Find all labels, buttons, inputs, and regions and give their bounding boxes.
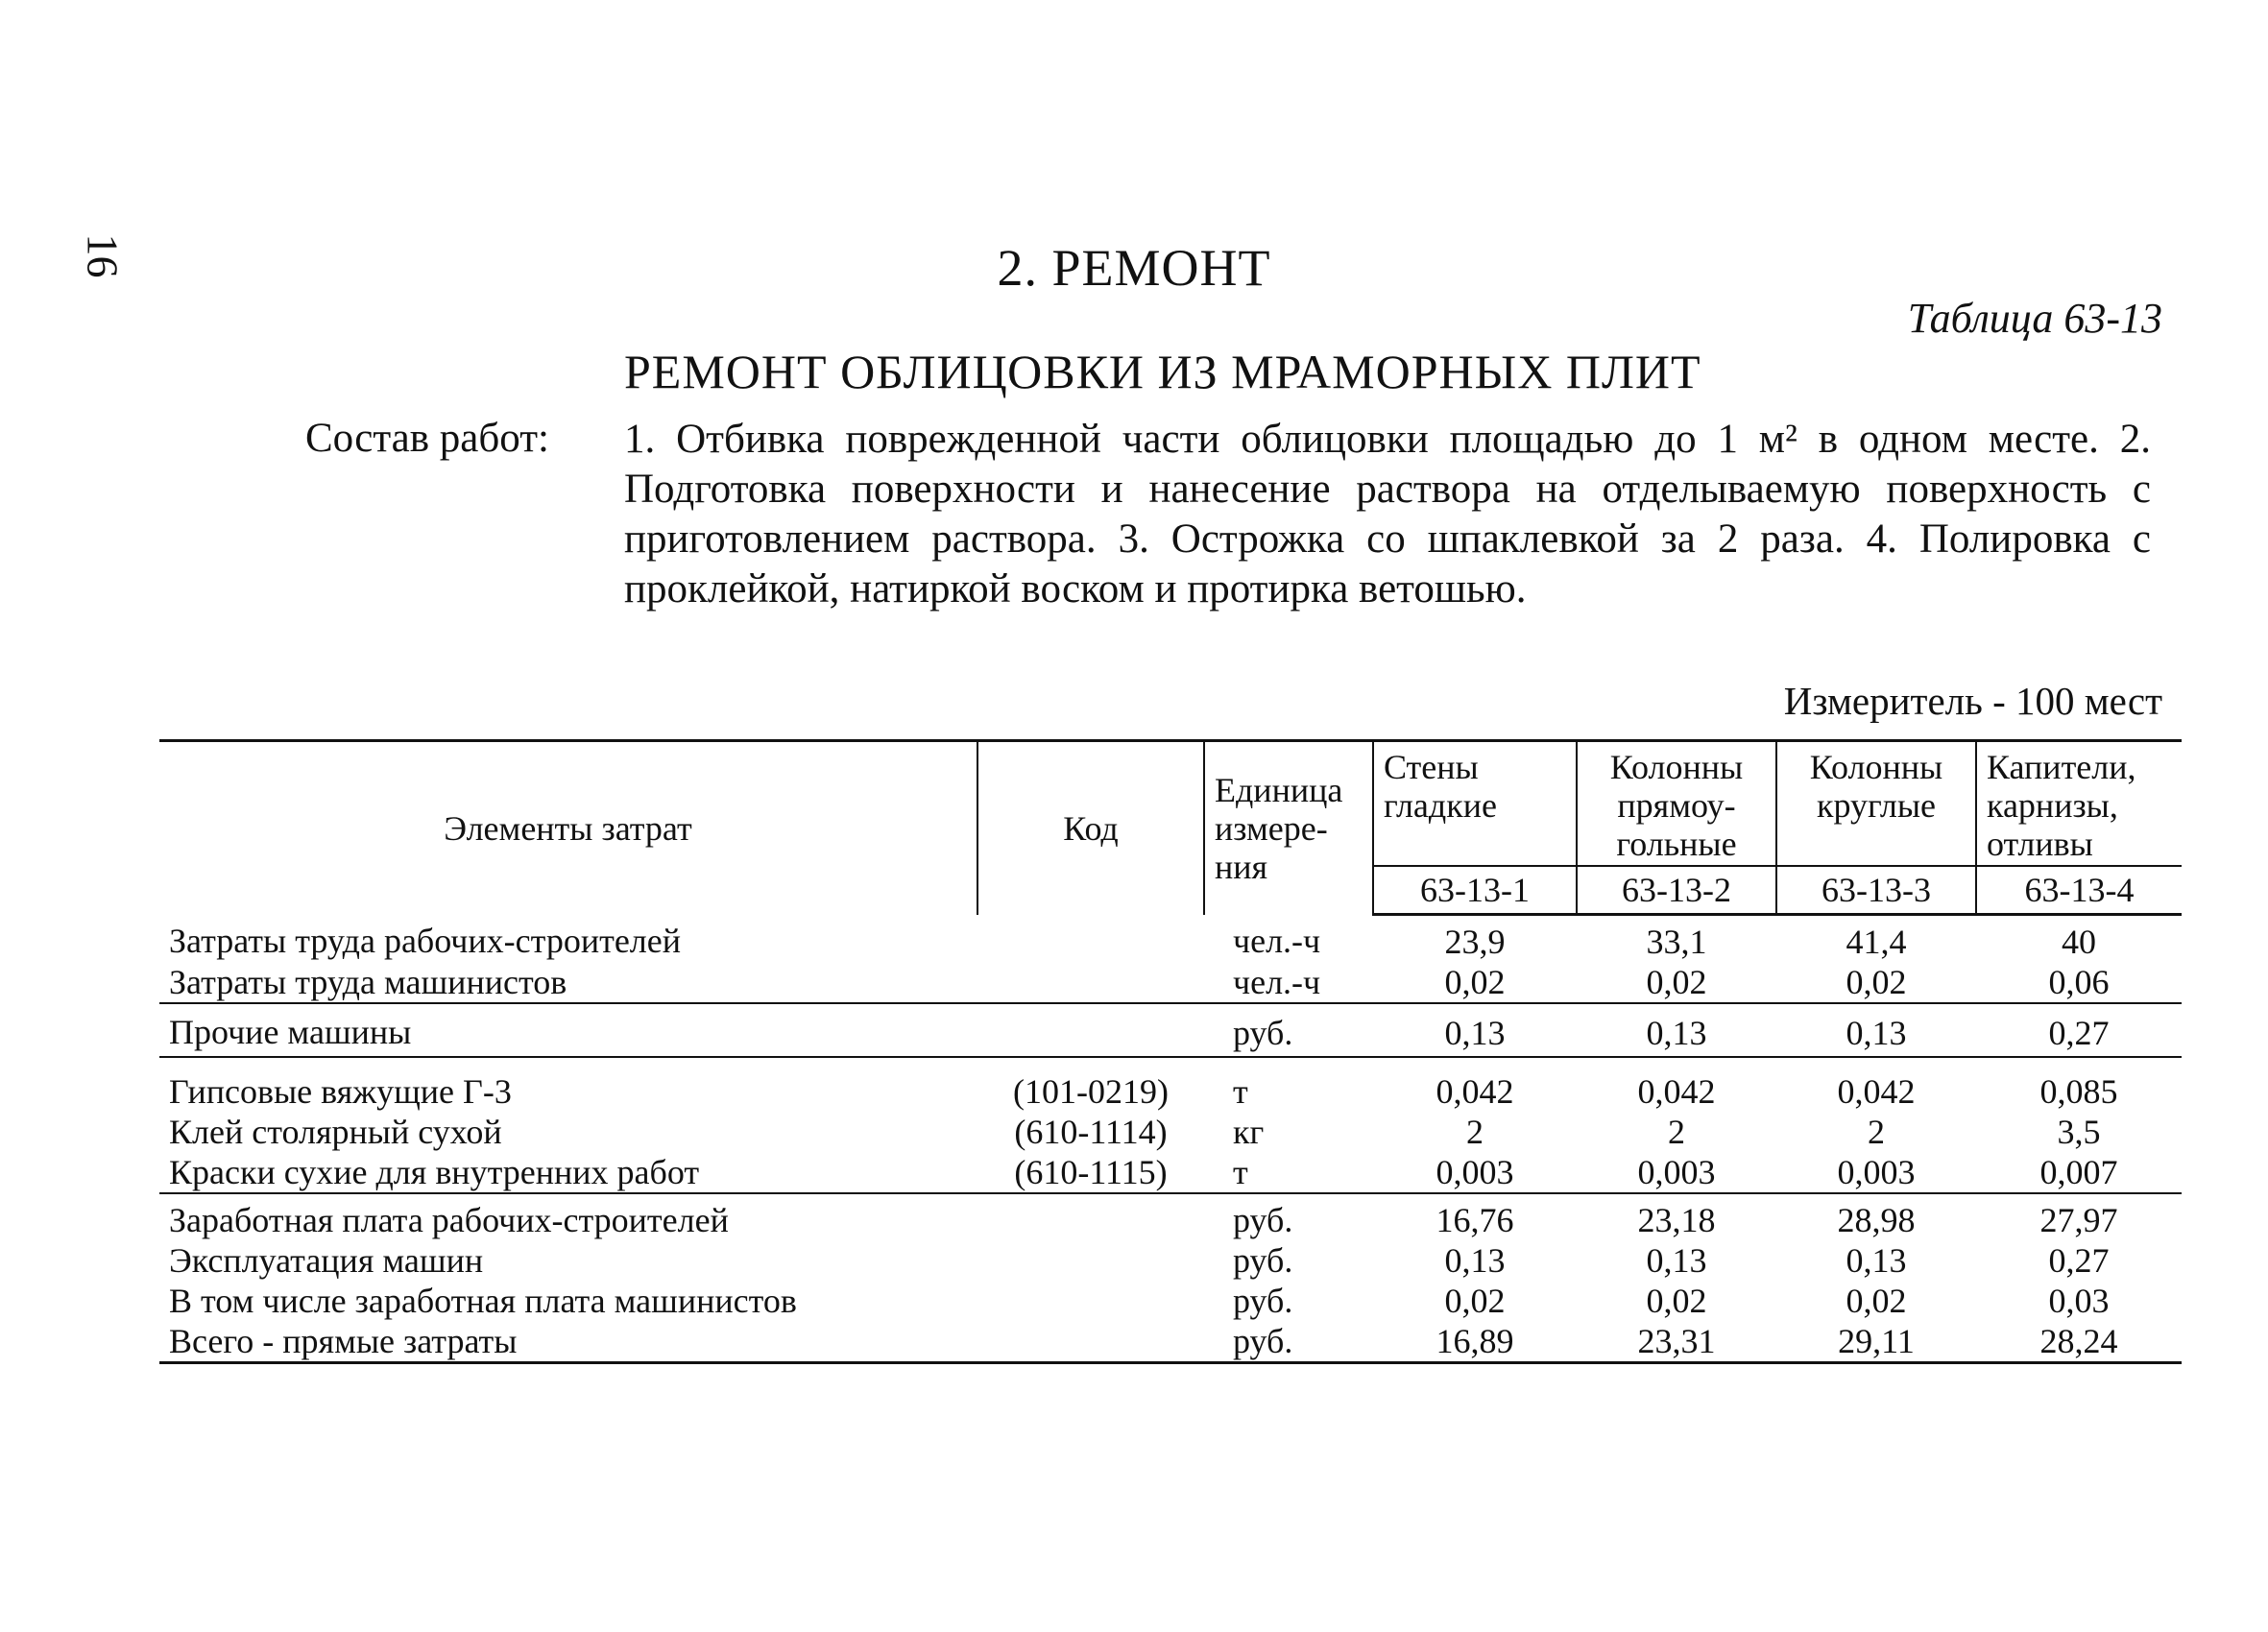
work-composition-text: 1. Отбивка поврежденной части облицовки площадью до 1 м² в одном месте. 2. Подготовка поверхности и нанесение раствора на отделываемую поверхность с приготовлением раствора. 3. Острожка со шпаклевкой за 2 раза. 4. Полировка с проклейкой, натиркой воском и протирка ветошью. [624,417,2151,612]
table-row [159,1321,2182,1363]
table-row [159,1152,2182,1193]
row-value-1: 16,76 [1436,1201,1514,1239]
row-code [977,915,1204,963]
measure-unit: Измеритель - 100 мест [1783,679,2162,723]
row-value-3: 0,003 [1776,1152,1976,1193]
header-col2: Колонны прямоу-гольные [1577,741,1776,867]
row-name: В том числе заработная плата машинистов [169,1282,797,1320]
row-unit: т [1233,1072,1248,1111]
row-value-2: 2 [1668,1113,1685,1151]
row-unit: чел.-ч [1233,922,1321,961]
table-row [159,1057,2182,1112]
row-unit: чел.-ч [1204,962,1373,1003]
row-value-2: 23,18 [1637,1201,1716,1239]
row-value-2: 0,02 [1577,962,1776,1003]
code-col4: 63-13-4 [1976,866,2182,915]
row-value-1: 23,9 [1444,923,1506,961]
row-unit: руб. [1233,1241,1293,1280]
row-unit: т [1204,1152,1373,1193]
row-name: Клей столярный сухой [169,1113,502,1151]
table-row [159,1003,2182,1057]
row-code [977,1281,1204,1321]
row-value-4: 0,03 [2048,1282,2110,1320]
row-code: (610-1114) [1014,1113,1168,1151]
header-unit: Единица измере-ния [1204,741,1373,915]
row-name: Эксплуатация машин [169,1241,484,1280]
table-row [159,1240,2182,1281]
row-unit: кг [1233,1113,1265,1151]
code-col2: 63-13-2 [1577,866,1776,915]
code-col3: 63-13-3 [1776,866,1976,915]
row-value-2: 0,003 [1577,1152,1776,1193]
table-row [159,1112,2182,1152]
row-value-1: 0,02 [1444,1282,1506,1320]
row-code [977,1003,1204,1057]
row-value-1: 0,13 [1444,1241,1506,1280]
table-row [159,915,2182,963]
row-code: (101-0219) [1013,1072,1169,1111]
row-value-2: 0,02 [1646,1282,1707,1320]
row-name: Затраты труда рабочих-строителей [169,922,682,961]
row-value-4: 0,27 [1976,1003,2182,1057]
row-code [977,1321,1204,1363]
row-value-4: 0,06 [1976,962,2182,1003]
header-col4: Капители, карнизы, отливы [1976,741,2182,867]
row-value-3: 2 [1868,1113,1885,1151]
row-name: Прочие машины [159,1003,977,1057]
row-value-1: 0,02 [1373,962,1577,1003]
header-code: Код [977,741,1204,915]
row-name: Всего - прямые затраты [159,1321,977,1363]
page-number: 16 [78,233,128,278]
row-value-3: 29,11 [1776,1321,1976,1363]
table-row [159,1193,2182,1240]
row-value-4: 3,5 [2057,1113,2101,1151]
table-number: Таблица 63-13 [1907,295,2162,342]
row-unit: руб. [1204,1003,1373,1057]
row-code [977,1240,1204,1281]
row-value-3: 0,13 [1846,1241,1907,1280]
header-col3: Колонны круглые [1776,741,1976,867]
work-composition-label: Состав работ: [305,416,549,461]
code-col1: 63-13-1 [1373,866,1577,915]
row-name: Краски сухие для внутренних работ [159,1152,977,1193]
row-value-3: 41,4 [1846,923,1907,961]
row-value-1: 0,003 [1373,1152,1577,1193]
row-value-2: 23,31 [1577,1321,1776,1363]
row-value-1: 2 [1466,1113,1484,1151]
row-value-4: 0,085 [2039,1072,2118,1111]
table-title: РЕМОНТ ОБЛИЦОВКИ ИЗ МРАМОРНЫХ ПЛИТ [624,345,1701,398]
row-value-2: 0,13 [1577,1003,1776,1057]
row-value-3: 0,042 [1837,1072,1916,1111]
row-value-3: 28,98 [1837,1201,1916,1239]
row-value-4: 40 [2062,923,2096,961]
row-value-1: 0,042 [1436,1072,1514,1111]
row-value-4: 0,27 [2048,1241,2110,1280]
row-code [977,962,1204,1003]
row-unit: руб. [1233,1201,1293,1239]
header-col1: Стены гладкие [1373,741,1577,867]
row-value-4: 0,007 [1976,1152,2182,1193]
row-value-4: 27,97 [2039,1201,2118,1239]
row-value-3: 0,13 [1776,1003,1976,1057]
row-code [977,1193,1204,1240]
table-row [159,1281,2182,1321]
cost-table [159,739,2182,1364]
row-name: Заработная плата рабочих-строителей [169,1201,729,1239]
row-unit: руб. [1233,1282,1293,1320]
row-value-3: 0,02 [1846,1282,1907,1320]
row-name: Гипсовые вяжущие Г-3 [169,1072,512,1111]
row-value-4: 28,24 [1976,1321,2182,1363]
row-code: (610-1115) [977,1152,1204,1193]
row-name: Затраты труда машинистов [159,962,977,1003]
row-value-2: 0,042 [1637,1072,1716,1111]
row-value-3: 0,02 [1776,962,1976,1003]
table-row [159,962,2182,1003]
row-value-1: 16,89 [1373,1321,1577,1363]
header-elements: Элементы затрат [159,741,977,915]
row-unit: руб. [1204,1321,1373,1363]
row-value-1: 0,13 [1373,1003,1577,1057]
section-title: 2. РЕМОНТ [997,239,1271,297]
row-value-2: 0,13 [1646,1241,1707,1280]
row-value-2: 33,1 [1646,923,1707,961]
